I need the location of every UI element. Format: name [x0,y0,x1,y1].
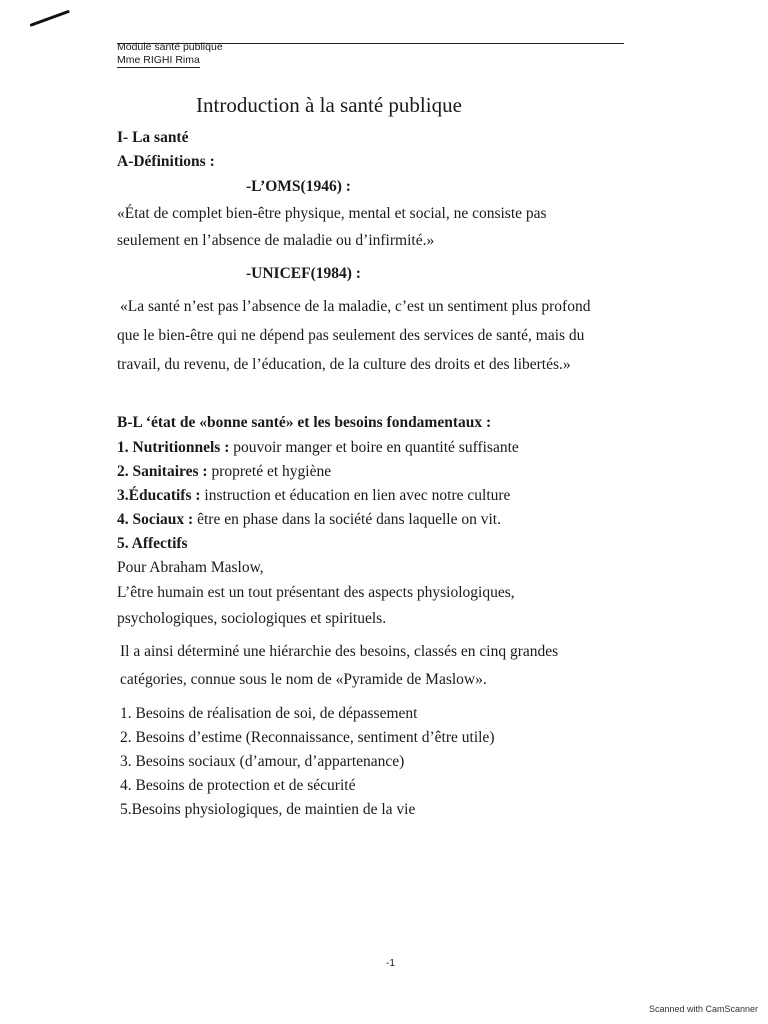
need-item [117,535,188,553]
page-number: -1 [386,958,395,969]
need-label: 5. Affectifs [117,535,188,552]
unicef-quote-line: travail, du revenu, de l’éducation, de la culture des droits et des libertés.» [117,356,571,373]
maslow-intro: Pour Abraham Maslow, [117,559,264,576]
need-item [117,463,331,481]
need-text: instruction et éducation en lien avec notre culture [200,487,511,504]
hierarchy-text-line: catégories, connue sous le nom de «Pyramide de Maslow». [120,671,487,688]
pyramid-item: 5.Besoins physiologiques, de maintien de la vie [120,801,416,818]
subsection-heading: A-Définitions : [117,153,215,170]
author-name: Mme RIGHI Rima [117,54,200,66]
page-header [117,41,223,68]
pen-mark [29,10,69,27]
pyramid-item: 1. Besoins de réalisation de soi, de dépassement [120,705,418,722]
section-heading: I- La santé [117,129,189,146]
need-item [117,487,510,505]
unicef-quote-line: «La santé n’est pas l’absence de la maladie, c’est un sentiment plus profond [120,298,591,315]
pyramid-item: 3. Besoins sociaux (d’amour, d’appartenance) [120,753,405,770]
scanner-watermark: Scanned with CamScanner [648,1004,758,1014]
oms-quote-line: seulement en l’absence de maladie ou d’infirmité.» [117,232,435,249]
need-label: 1. Nutritionnels : [117,439,230,456]
hierarchy-text-line: Il a ainsi déterminé une hiérarchie des besoins, classés en cinq grandes [120,643,559,660]
need-label: 4. Sociaux : [117,511,194,528]
pyramid-item: 2. Besoins d’estime (Reconnaissance, sentiment d’être utile) [120,729,495,746]
module-name: Module santé publique [117,41,223,53]
section-b-heading: B-L ‘état de «bonne santé» et les besoins fondamentaux : [117,414,492,431]
unicef-heading: -UNICEF(1984) : [246,265,361,282]
need-text: propreté et hygiène [207,463,332,480]
need-item [117,439,519,457]
human-text-line: L’être humain est un tout présentant des aspects physiologiques, [117,584,515,601]
need-text: être en phase dans la société dans laquelle on vit. [193,511,501,528]
need-label: 2. Sanitaires : [117,463,208,480]
oms-heading: -L’OMS(1946) : [246,178,351,195]
need-text: pouvoir manger et boire en quantité suffisante [229,439,519,456]
oms-quote-line: «État de complet bien-être physique, mental et social, ne consiste pas [117,205,547,222]
unicef-quote-line: que le bien-être qui ne dépend pas seulement des services de santé, mais du [117,327,585,344]
page-title: Introduction à la santé publique [196,93,462,117]
human-text-line: psychologiques, sociologiques et spirituels. [117,610,387,627]
need-item [117,511,501,529]
pyramid-item: 4. Besoins de protection et de sécurité [120,777,356,794]
need-label: 3.Éducatifs : [117,487,201,504]
